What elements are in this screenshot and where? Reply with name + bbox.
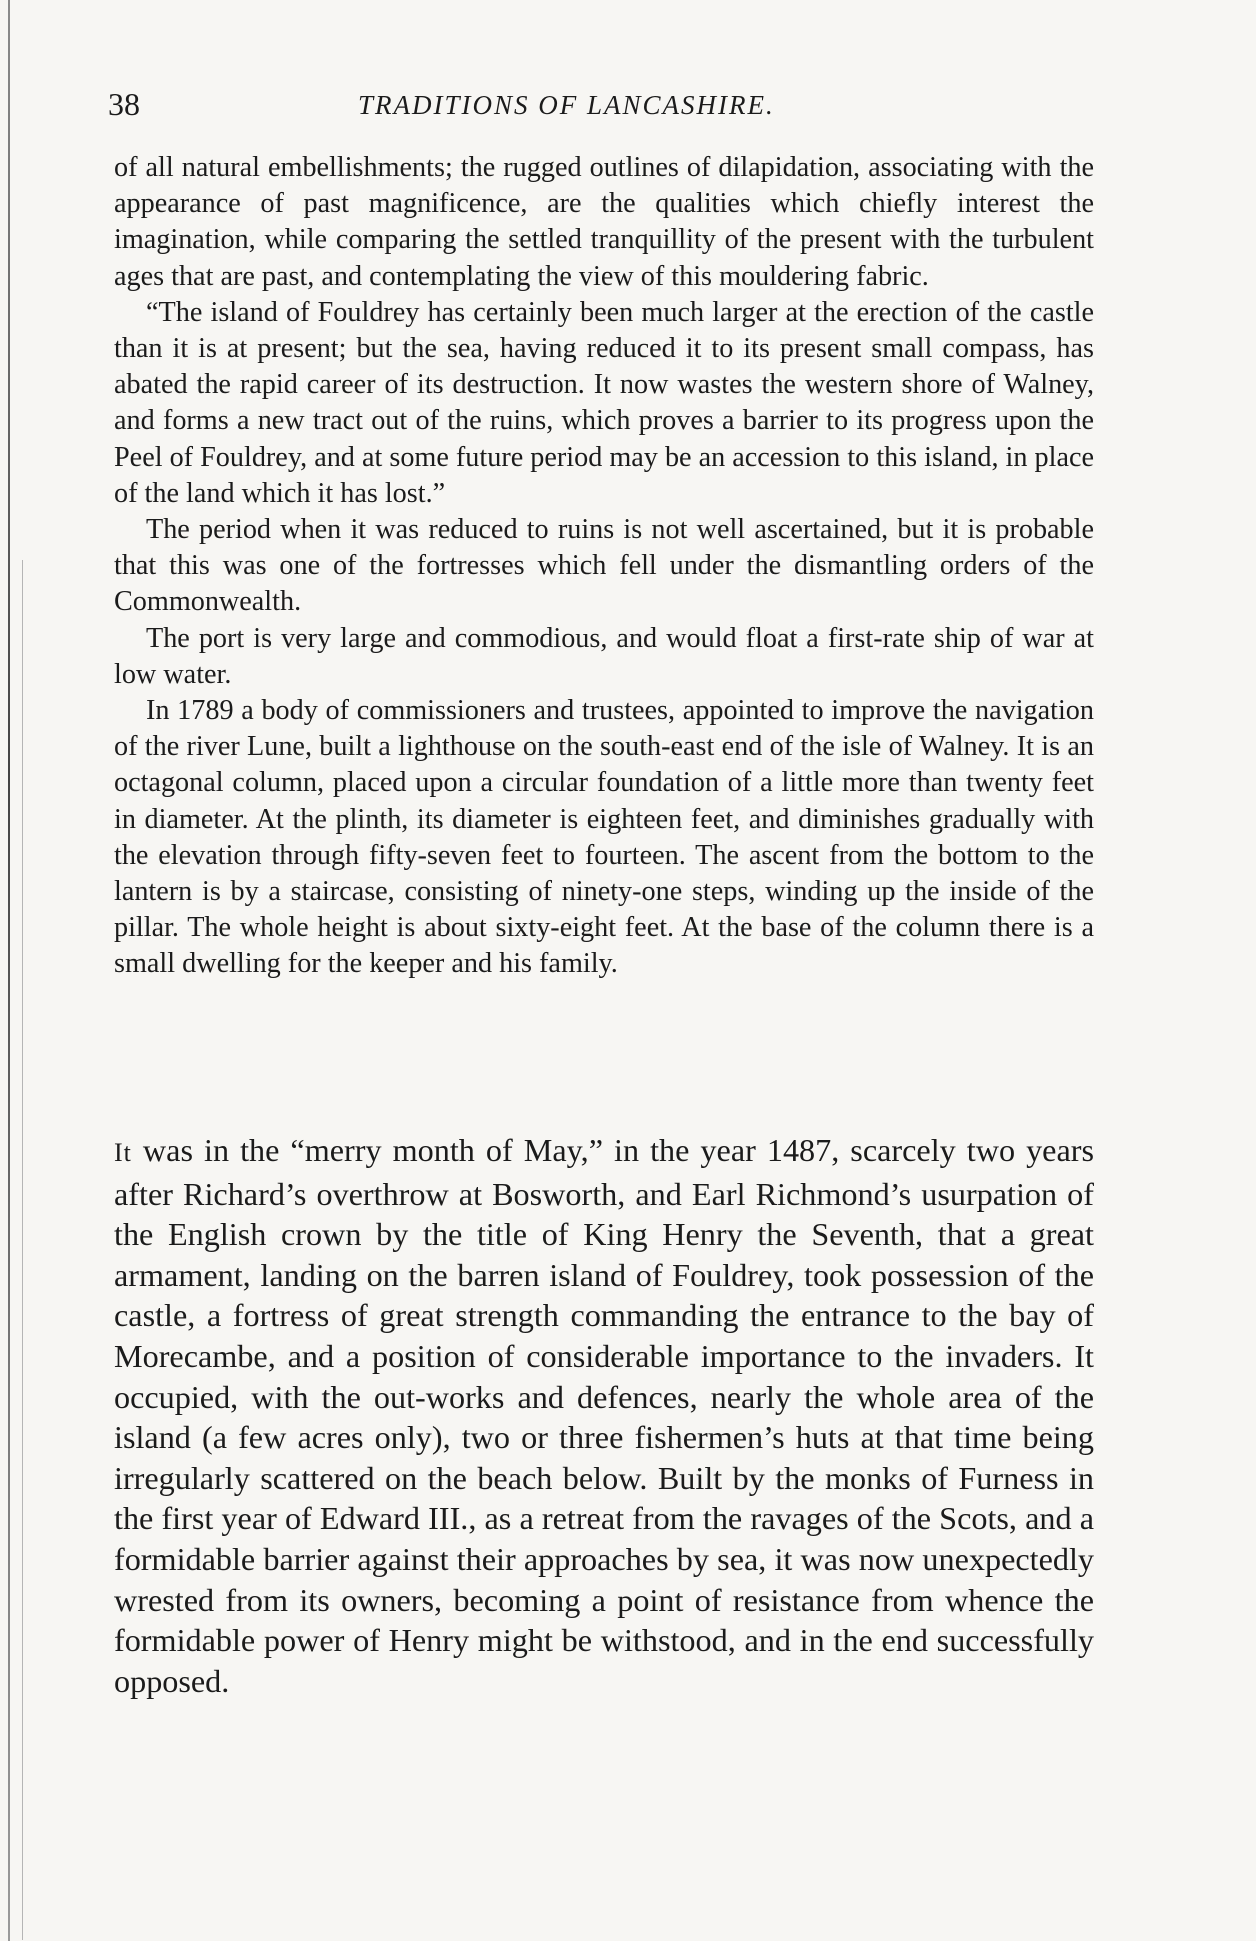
paragraph-continuation: of all natural embellishments; the rugged outlines of dilapidation, associating with the appearance of past magnificence, are the qualities which chiefly interest the imagination, while comparing the settled tranquillity of the present with the turbulent ages that are past, and contemplating the view of this mouldering fabric. [114, 152, 1094, 292]
page-shadow-line [22, 560, 23, 1940]
main-paragraph-text: was in the “merry month of May,” in the year 1487, scarcely two years after Richard’s overthrow at Bosworth, and Earl Richmond’s usurpation of the English crown by the title of King Henry the Seventh, that a great armament, landing on the barren island of Fouldrey, took possession of the castle, a fortress of great strength commanding the entrance to the bay of Morecambe, and a position of considerable importance to the invaders. It occupied, with the out-works and defences, nearly the whole area of the island (a few acres only), two or three fishermen’s huts at that time being irregularly scattered on the beach below. Built by the monks of Furness in the first year of Edward III., as a retreat from the ravages of the Scots, and a formidable barrier against their approaches by sea, it was now unexpectedly wrested from its owners, becoming a point of resistance from whence the formidable power of Henry might be withstood, and in the end successfully opposed. [114, 1132, 1094, 1699]
page-header [108, 86, 1098, 126]
paragraph-ruins: The period when it was reduced to ruins is not well ascertained, but it is probable that this was one of the fortresses which fell under the dismantling orders of the Commonwealth. [114, 514, 1094, 618]
opening-word: It [114, 1138, 132, 1167]
page-number: 38 [108, 86, 140, 122]
paragraph-port: The port is very large and commodious, and would float a first-rate ship of war at low water. [114, 622, 1094, 690]
page-binding-edge [8, 0, 10, 1941]
main-section [114, 1130, 1094, 1701]
main-paragraph [114, 1130, 1094, 1701]
top-section [114, 150, 1094, 983]
paragraph-lighthouse: In 1789 a body of commissioners and trustees, appointed to improve the navigation of the river Lune, built a lighthouse on the south-east end of the isle of Walney. It is an octagonal column, placed upon a circular foundation of a little more than twenty feet in diameter. At the plinth, its diameter is eighteen feet, and diminishes gradually with the elevation through fifty-seven feet to fourteen. The ascent from the bottom to the lantern is by a staircase, consisting of ninety-one steps, winding up the inside of the pillar. The whole height is about sixty-eight feet. At the base of the column there is a small dwelling for the keeper and his family. [114, 695, 1094, 980]
running-title: TRADITIONS OF LANCASHIRE. [358, 90, 775, 120]
paragraph-quote: “The island of Fouldrey has certainly been much larger at the erection of the castle than it is at present; but the sea, having reduced it to its present small compass, has abated the rapid career of its destruction. It now wastes the western shore of Walney, and forms a new tract out of the ruins, which proves a barrier to its progress upon the Peel of Fouldrey, and at some future period may be an accession to this island, in place of the land which it has lost.” [114, 296, 1094, 509]
